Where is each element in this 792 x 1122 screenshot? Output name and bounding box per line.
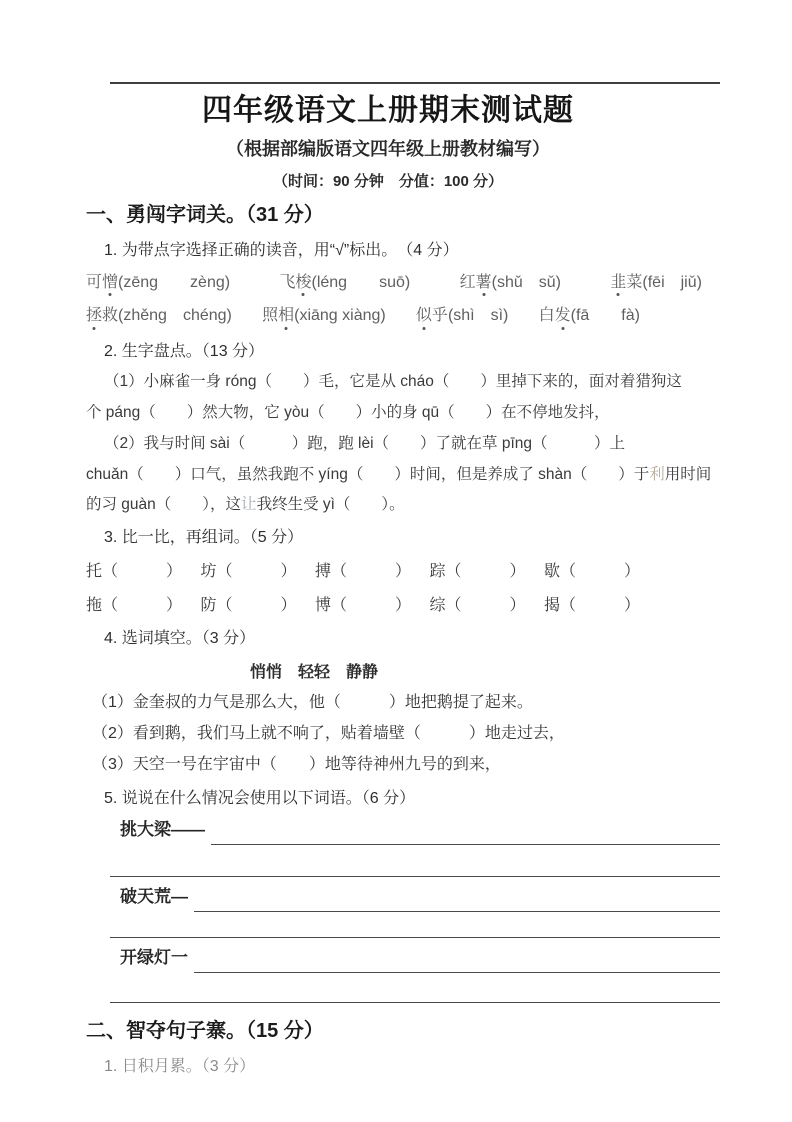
pinyin-item [610,273,702,294]
q4-item: （1）金奎叔的力气是那么大，他（ ）地把鹅提了起来。 [92,694,533,712]
section2-q1-prompt: 1. 日积月累。（3 分） [104,1058,256,1076]
q2-text-segment: 我终生受 yì（ ）。 [256,495,405,513]
q2-paragraph-line [86,465,720,484]
word-compare-cell [200,596,296,617]
compare-char: 揭 [543,597,560,615]
word-char-dotted: 梭 [295,273,311,294]
answer-paren: （ ） [102,597,183,615]
word-compare-cell [429,596,525,617]
word-char-dotted: 韭 [610,273,626,294]
word-char-dotted: 相 [278,306,294,327]
pinyin-item [279,273,410,294]
word-compare-row-1 [86,562,640,583]
word-char-dotted: 似 [416,306,432,327]
q4-prompt: 4. 选词填空。（3 分） [104,630,256,648]
word-compare-cell [200,562,296,583]
top-rule [110,82,720,84]
q2-paragraph-line: 个 páng（ ）然大物，它 yòu（ ）小的身 qū（ ）在不停地发抖， [86,403,610,421]
answer-paren: （ ） [216,562,297,580]
word-compare-cell [544,562,640,583]
q4-word-options: 悄悄 轻轻 静静 [250,664,379,682]
q5-term-row [86,886,720,907]
page-subtitle: （根据部编版语文四年级上册教材编写） [226,138,550,159]
word-compare-cell [544,596,640,617]
word-char: 照 [262,307,279,325]
word-char: 菜 [626,273,643,291]
compare-char: 防 [200,597,217,615]
word-char-dotted: 拯 [86,306,102,327]
answer-paren: （ ） [216,597,297,615]
pinyin-options: (fā fà) [570,307,640,325]
pinyin-options: (zhěng chéng) [118,307,232,325]
word-char-dotted: 憎 [102,273,118,294]
q5-term-row [86,819,720,840]
faded-char: 让 [241,495,257,513]
answer-line [211,843,720,845]
section-2-heading: 二、智夺句子寨。（15 分） [86,1020,324,1043]
answer-line-full [110,937,720,938]
pinyin-options: (léng suō) [311,273,411,291]
q3-prompt: 3. 比一比，再组词。（5 分） [104,529,304,547]
pinyin-item [86,306,232,327]
answer-line-full [110,1002,720,1003]
pinyin-row-2 [86,306,720,327]
q2-paragraph-line [86,495,720,514]
q5-term: 挑大梁—— [120,819,205,839]
q2-paragraph-line: （1）小麻雀一身 róng（ ）毛，它是从 cháo（ ）里掉下来的，面对着猎狗这 [104,373,682,391]
faded-char: 利 [649,465,665,483]
answer-paren: （ ） [559,562,640,580]
q1-prompt: 1. 为带点字选择正确的读音，用“√”标出。 （4 分） [104,241,459,259]
pinyin-row-1 [86,273,720,294]
word-compare-cell [315,596,411,617]
pinyin-options: (xiāng xiàng) [294,307,386,325]
q2-text-segment: chuǎn（ ）口气，虽然我跑不 yíng（ ）时间，但是养成了 shàn（ ）于 [86,465,650,483]
word-char-dotted: 发 [555,306,571,327]
compare-char: 踪 [429,562,446,580]
word-compare-cell [86,596,182,617]
answer-paren: （ ） [445,562,526,580]
q2-prompt: 2. 生字盘点。（13 分） [104,343,265,361]
q2-text-segment: 用时间 [664,465,712,483]
word-char-dotted: 薯 [476,273,492,294]
pinyin-options: (shì sì) [447,307,509,325]
pinyin-item [262,306,386,327]
exam-meta: （时间：90 分钟 分值：100 分） [272,172,504,190]
word-char: 乎 [431,307,448,325]
pinyin-item [86,273,230,294]
word-char: 红 [459,273,476,291]
word-compare-cell [429,562,525,583]
q2-paragraph-line: （2）我与时间 sài（ ）跑，跑 lèi（ ）了就在草 pīng（ ）上 [104,435,626,453]
word-char: 白 [538,307,555,325]
compare-char: 拖 [86,597,103,615]
q2-text-segment: 的习 guàn（ ），这 [86,495,242,513]
pinyin-item [460,273,561,294]
q4-item: （3）天空一号在宇宙中（ ）地等待神州九号的到来， [92,756,501,774]
answer-line [194,910,720,912]
answer-paren: （ ） [559,597,640,615]
answer-paren: （ ） [445,597,526,615]
answer-line-full [110,876,720,877]
answer-paren: （ ） [330,562,411,580]
compare-char: 歇 [543,562,560,580]
word-char: 可 [86,273,103,291]
exam-header [86,94,690,191]
answer-paren: （ ） [102,562,183,580]
word-char: 救 [102,307,119,325]
word-char: 飞 [279,273,296,291]
q5-term-row [86,947,720,968]
compare-char: 坊 [200,562,217,580]
pinyin-options: (shǔ sǔ) [491,273,561,291]
pinyin-options: (zēng zèng) [118,273,231,291]
word-compare-row-2 [86,596,640,617]
compare-char: 搏 [314,562,331,580]
compare-char: 托 [86,562,103,580]
q5-term: 破天荒— [120,886,188,906]
page-title: 四年级语文上册期末测试题 [202,94,574,127]
answer-line [194,971,720,973]
q4-item: （2）看到鹅，我们马上就不响了，贴着墙壁（ ）地走过去， [92,725,565,743]
q5-term: 开绿灯一 [120,948,188,967]
answer-paren: （ ） [330,597,411,615]
section-1-heading: 一、勇闯字词关。（31 分） [86,203,324,226]
pinyin-options: (fēi jiǔ) [642,273,702,291]
word-compare-cell [86,562,182,583]
compare-char: 博 [314,597,331,615]
pinyin-item [539,306,640,327]
compare-char: 综 [429,597,446,615]
q5-prompt: 5. 说说在什么情况会使用以下词语。（6 分） [104,790,416,808]
word-compare-cell [315,562,411,583]
pinyin-item [416,306,508,327]
